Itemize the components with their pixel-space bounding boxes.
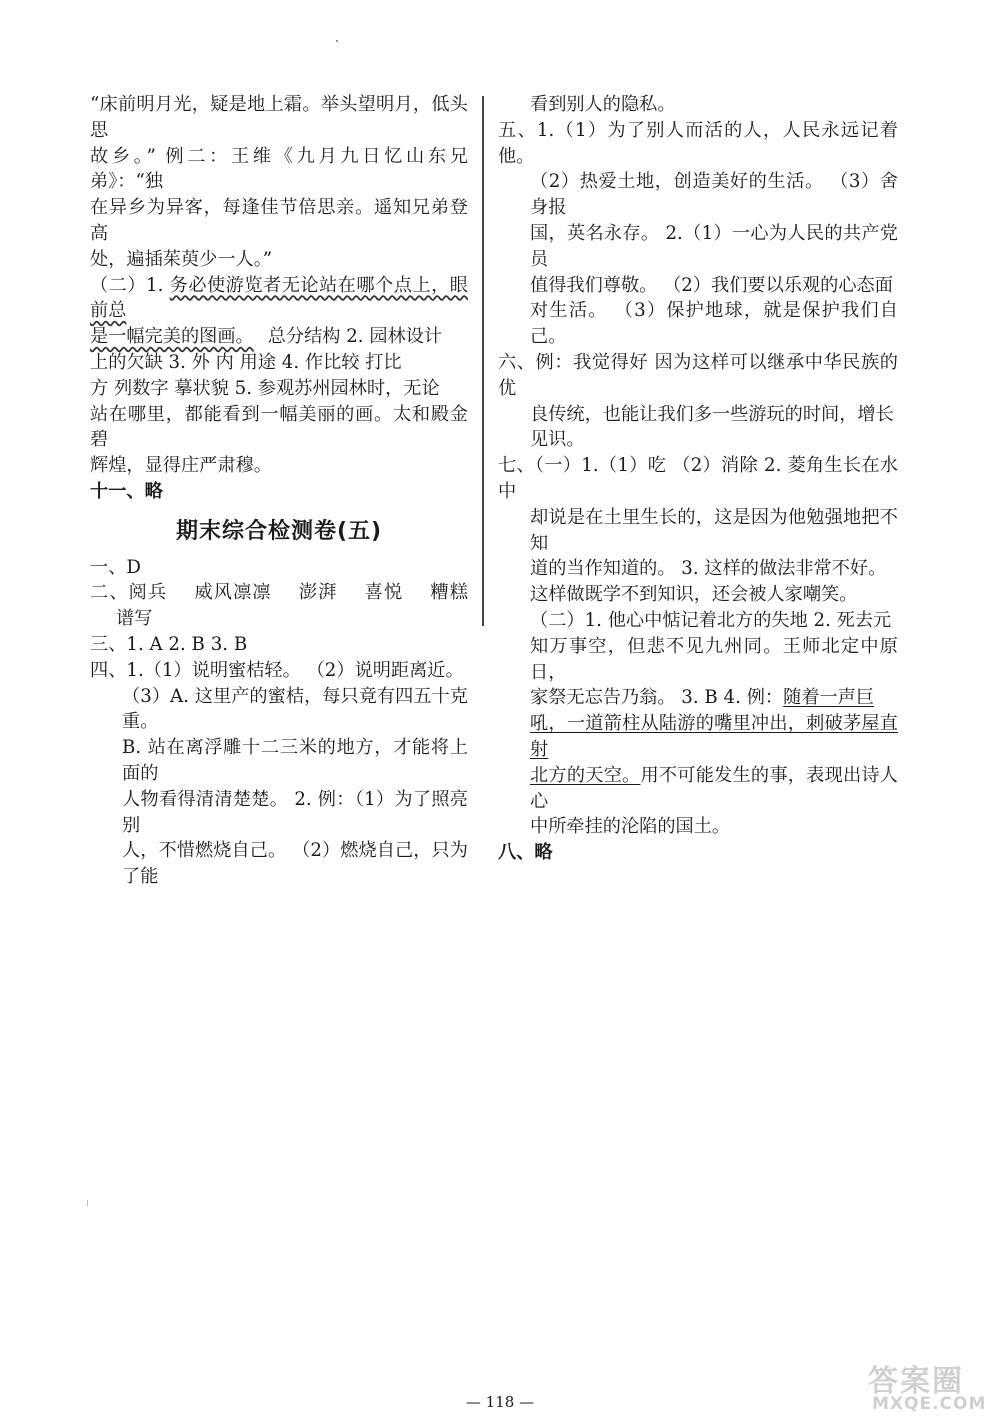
answer-line: 人，不惜燃烧自己。 （2）燃烧自己，只为了能 [122, 840, 468, 888]
underlined-text: 随着一声巨 [783, 687, 875, 709]
answer-line [498, 711, 898, 763]
answer-line: 七、（一）1.（1）吃 （2）消除 2. 菱角生长在水中 [498, 455, 898, 502]
section-eleven: 十一、略 [90, 480, 163, 502]
answer-line [90, 324, 468, 350]
word: 糟糕 [429, 582, 468, 604]
answer-line: 三、1. A 2. B 3. B [90, 633, 248, 655]
text-line: “床前明月光，疑是地上霜。举头望明月，低头思 [90, 94, 468, 141]
answer-line: 良传统，也能让我们多一些游玩的时间，增长 [530, 403, 894, 425]
answer-line: 站在哪里，都能看到一幅美丽的画。太和殿金碧 [90, 403, 468, 451]
word: 谱写 [116, 608, 153, 630]
underlined-text: 吼，一道箭柱从陆游的嘴里冲出，刺破茅屋直射 [530, 713, 898, 760]
watermark-logo [868, 1356, 986, 1420]
watermark-text-bottom: MXQE.COM [872, 1394, 987, 1414]
answer-line: 却说是在土里生长的，这是因为他勉强地把不知 [530, 506, 898, 554]
answer-text: 用不可能发生的事，表现出诗人心 [530, 764, 898, 812]
answer-line [90, 580, 468, 632]
scan-dot [336, 40, 338, 42]
text-line: 在异乡为异客，每逢佳节倍思亲。遥知兄弟登高 [90, 197, 468, 244]
answer-line: 六、例：我觉得好 因为这样可以继承中华民族的优 [498, 351, 898, 399]
right-column [498, 92, 898, 866]
answer-line: 看到别人的隐私。 [530, 94, 676, 115]
page-title: 期末综合检测卷(五) [175, 518, 383, 544]
word: 阅兵 [128, 582, 168, 604]
answer-line: 五、1.（1）为了别人而活的人，人民永远记着他。 [498, 119, 898, 167]
wavy-underlined-text: 务必使游览者无论站在哪个点上，眼前总 [90, 274, 468, 322]
left-column [90, 92, 468, 890]
answer-line: 国，英名永存。 2.（1）一心为人民的共产党员 [530, 222, 898, 270]
answer-text: 总分结构 2. 园林设计 [267, 326, 443, 348]
answer-line: （3）A. 这里产的蜜桔，每只竟有四五十克重。 [122, 685, 468, 733]
word: 威风凛凛 [193, 582, 272, 604]
answer-line: 知万事空，但悲不见九州同。王师北定中原日， [530, 635, 898, 683]
answer-text: 家祭无忘告乃翁。 3. B 4. 例： [530, 687, 784, 709]
underlined-text: 北方的天空。 [530, 764, 641, 786]
answer-line: 对生活。 （3）保护地球，就是保护我们自己。 [530, 300, 898, 348]
word: 喜悦 [363, 582, 404, 604]
answer-line [498, 685, 898, 711]
answer-line: 见识。 [530, 429, 585, 451]
answer-line: 值得我们尊敬。 （2）我们要以乐观的心态面 [530, 274, 893, 296]
answer-line: 方 列数字 摹状貌 5. 参观苏州园林时，无论 [90, 377, 440, 399]
page-number: — 118 — [465, 1393, 535, 1411]
answer-line [498, 763, 898, 815]
answer-line: 一、D [90, 556, 141, 578]
answer-line [90, 273, 468, 325]
word: 澎湃 [297, 582, 338, 604]
column-divider [482, 96, 484, 626]
answer-line: 道的当作知道的。 3. 这样的做法非常不好。 [530, 558, 887, 580]
answer-line: （二）1. 他心中惦记着北方的失地 2. 死去元 [530, 609, 892, 631]
answer-line: 人物看得清清楚楚。 2. 例：（1）为了照亮别 [122, 788, 468, 836]
watermark-text-top: 答案圈 [868, 1364, 964, 1399]
text-line: 故乡。” 例二：王维《九月九日忆山东兄弟》：“独 [90, 145, 468, 193]
section-eight: 八、略 [498, 842, 553, 864]
answer-label: （二）1. [90, 274, 170, 296]
answer-line: B. 站在离浮雕十二三米的地方，才能将上面的 [122, 737, 468, 784]
answer-line: 四、1.（1）说明蜜桔轻。 （2）说明距离近。 [90, 659, 464, 681]
answer-line: 这样做既学不到知识，还会被人家嘲笑。 [530, 584, 858, 606]
text-line: 处，遍插茱萸少一人。” [90, 248, 273, 270]
wavy-underlined-text: 是一幅完美的图画。 [90, 326, 254, 348]
answer-line: 辉煌，显得庄严肃穆。 [90, 455, 272, 477]
answer-label: 二、 [90, 582, 129, 604]
scan-mark [87, 1200, 88, 1206]
answer-line: （2）热爱土地，创造美好的生活。 （3）舍身报 [530, 171, 898, 219]
answer-line: 中所牵挂的沦陷的国土。 [530, 816, 731, 838]
answer-line: 上的欠缺 3. 外 内 用途 4. 作比较 打比 [90, 351, 402, 373]
